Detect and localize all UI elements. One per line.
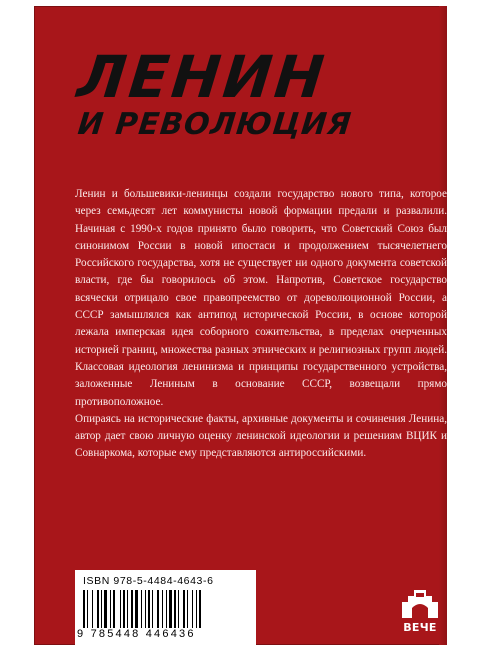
barcode-bar [199, 590, 201, 628]
barcode-bar [135, 590, 138, 628]
barcode-bar [192, 590, 193, 628]
barcode-bar [145, 590, 146, 628]
barcode-bar [152, 590, 153, 628]
barcode-bar [87, 590, 88, 628]
barcode-bar [148, 590, 150, 628]
barcode-bar [104, 590, 107, 628]
barcode-bar [110, 590, 111, 628]
barcode-icon [83, 590, 249, 630]
book-subtitle: И РЕВОЛЮЦИЯ [76, 107, 354, 142]
blurb-text [75, 186, 447, 463]
barcode-bar [97, 590, 99, 628]
publisher-emblem-icon [396, 584, 444, 624]
barcode-box [75, 570, 256, 645]
barcode-bar [162, 590, 163, 628]
barcode-bar [113, 590, 115, 628]
blurb-paragraph-2: Опираясь на исторические факты, архивные документы и сочинения Ленина, автор дает свою личную оценку ленинской идеологии и решениям ВЦИК и Совнаркома, которые ему представляются антироссийскими. [75, 412, 447, 460]
barcode-bar [178, 590, 179, 628]
blurb-paragraph-1: Ленин и большевики-ленинцы создали государство нового типа, которое через семьдесят лет коммунисты новой формации предали и развалили. Начиная с 1990-х годов принято было говорить, что Советский Союз был синонимом России в новой ипостаси и продолжением тысячелетнего Российского государства, хотя не существует ни одного документа советской власти, где бы говорилось об этом. Напротив, Советское государство всячески отрицало свое правопреемство от дореволюционной России, а СССР замышлялся как антипод исторической России, в основе которой лежала имперская идея соборного сожительства, в пределах очерченных историей границ, множества разных этнических и религиозных групп людей. Классовая идеология ленинизма и принципы государственного устройства, заложенные Лениным в основание СССР, возвещали прямо противоположное. [75, 188, 447, 408]
barcode-bar [101, 590, 102, 628]
barcode-bar [174, 590, 176, 628]
publisher-logo [396, 584, 444, 642]
barcode-bar [123, 590, 125, 628]
book-title: ЛЕНИН [74, 43, 330, 111]
barcode-bar [92, 590, 93, 628]
barcode-bar [187, 590, 188, 628]
book-back-cover [34, 6, 447, 645]
barcode-bar [83, 590, 85, 628]
barcode-bar [169, 590, 172, 628]
isbn-label: ISBN 978-5-4484-4643-6 [83, 575, 214, 587]
publisher-name: ВЕЧЕ [403, 621, 437, 634]
barcode-bar [127, 590, 128, 628]
barcode-bar [120, 590, 121, 628]
barcode-number: 9 785448 446436 [77, 628, 196, 640]
barcode-bar [157, 590, 159, 628]
barcode-bar [131, 590, 133, 628]
barcode-bar [141, 590, 142, 628]
barcode-bar [166, 590, 167, 628]
barcode-bar [196, 590, 197, 628]
barcode-bar [183, 590, 185, 628]
